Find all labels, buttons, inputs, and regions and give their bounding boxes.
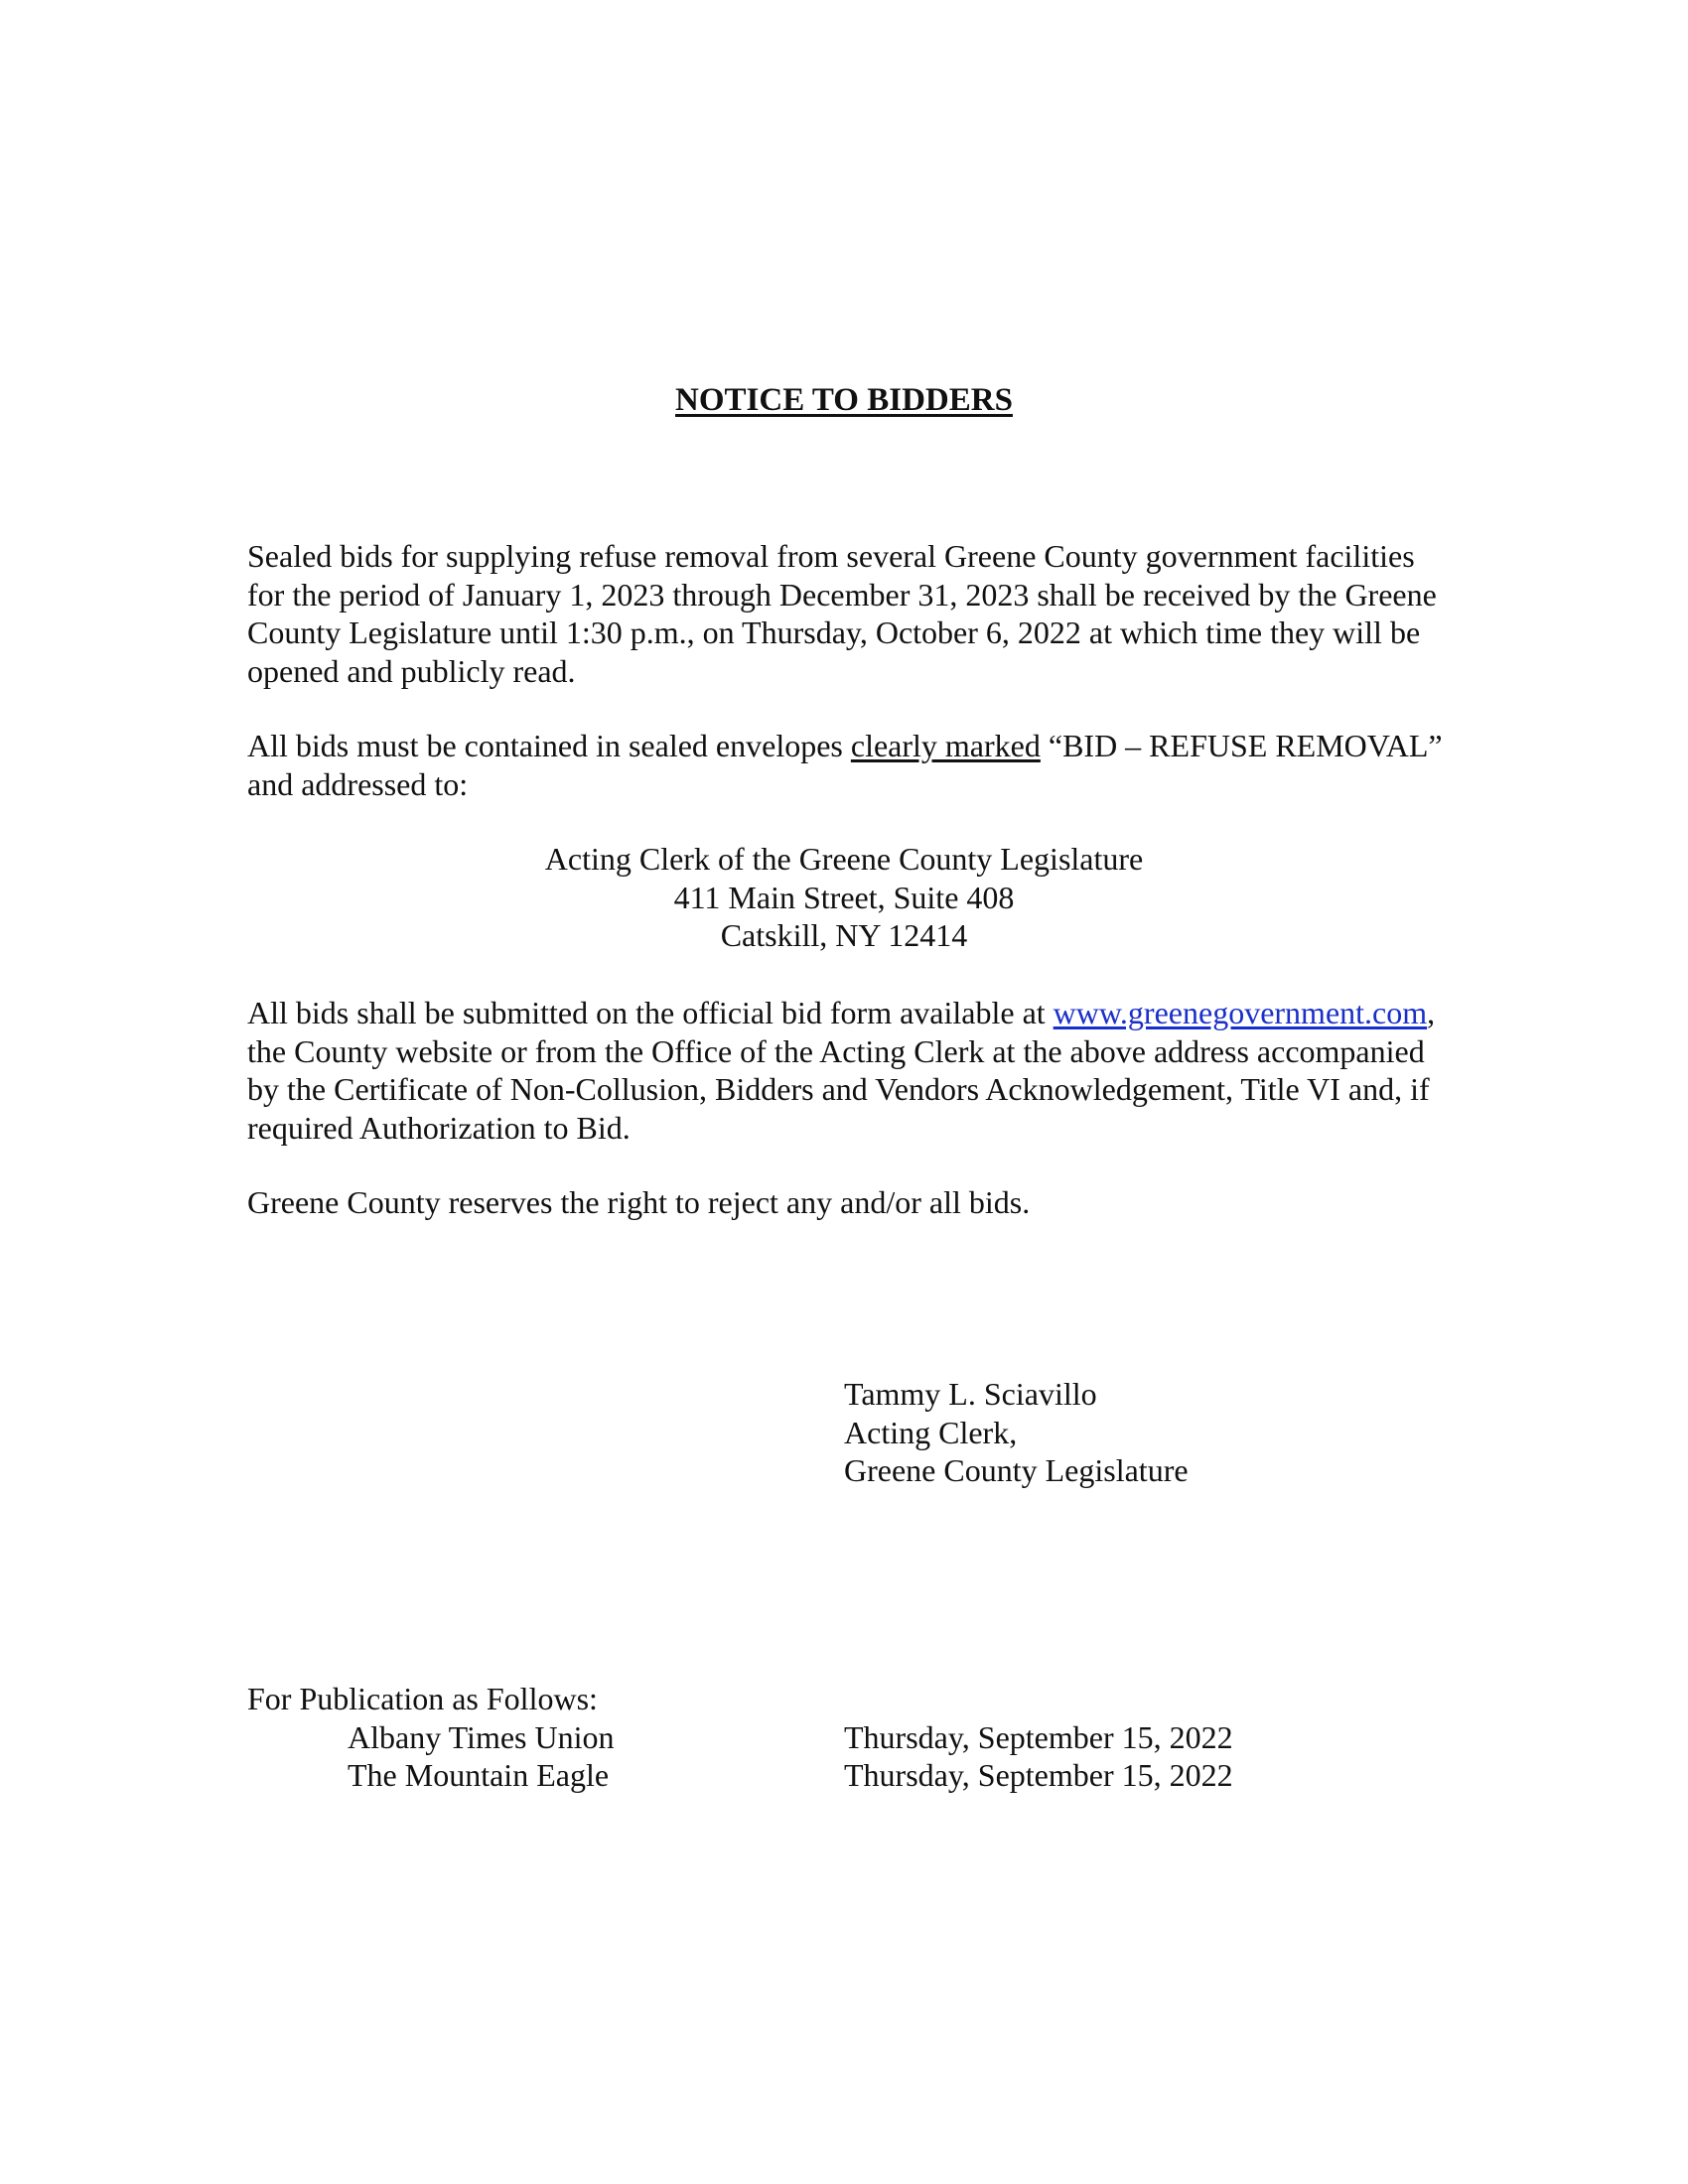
publication-schedule xyxy=(247,1680,1233,1795)
bid-details-paragraph: Sealed bids for supplying refuse removal from several Greene County government facilities for the period of January 1, 2023 through December 31, 2023 shall be received by the Greene County Legislature until 1:30 p.m., on Thursday, October 6, 2022 at which time they will be opened and publicly read. xyxy=(247,538,1437,689)
publication-row xyxy=(247,1756,1233,1795)
publication-date: Thursday, September 15, 2022 xyxy=(844,1718,1233,1755)
clearly-marked-text: clearly marked xyxy=(850,728,1041,763)
envelope-instructions-paragraph xyxy=(247,727,1459,803)
address-line-street: 411 Main Street, Suite 408 xyxy=(673,879,1015,915)
submission-text-after: , the County website or from the Office of the Acting Clerk at the above address accompanied by the Certificate of Non-Collusion, Bidders and Vendors Acknowledgement, Title VI and, if required Authorization to Bid. xyxy=(247,995,1436,1146)
envelope-text-before: All bids must be contained in sealed envelopes xyxy=(247,728,851,763)
publication-row xyxy=(247,1718,1233,1757)
notice-title: NOTICE TO BIDDERS xyxy=(675,382,1013,418)
publication-date: Thursday, September 15, 2022 xyxy=(844,1757,1233,1793)
submission-text-before: All bids shall be submitted on the official bid form available at xyxy=(247,995,1054,1030)
county-website-link[interactable]: www.greenegovernment.com xyxy=(1053,995,1428,1030)
mailing-address xyxy=(0,840,1688,955)
reservation-paragraph: Greene County reserves the right to reject any and/or all bids. xyxy=(247,1184,1031,1220)
signer-organization: Greene County Legislature xyxy=(844,1452,1189,1488)
signer-name: Tammy L. Sciavillo xyxy=(844,1376,1097,1412)
address-line-city: Catskill, NY 12414 xyxy=(720,917,968,953)
publication-name: The Mountain Eagle xyxy=(348,1757,610,1793)
address-line-recipient: Acting Clerk of the Greene County Legislature xyxy=(544,841,1144,877)
envelope-text-after: “BID – REFUSE REMOVAL” and addressed to: xyxy=(247,728,1443,802)
signature-block xyxy=(844,1375,1189,1490)
submission-paragraph xyxy=(247,994,1459,1147)
publication-name: Albany Times Union xyxy=(348,1718,615,1755)
publication-heading: For Publication as Follows: xyxy=(247,1681,598,1716)
signer-role: Acting Clerk, xyxy=(844,1414,1018,1450)
